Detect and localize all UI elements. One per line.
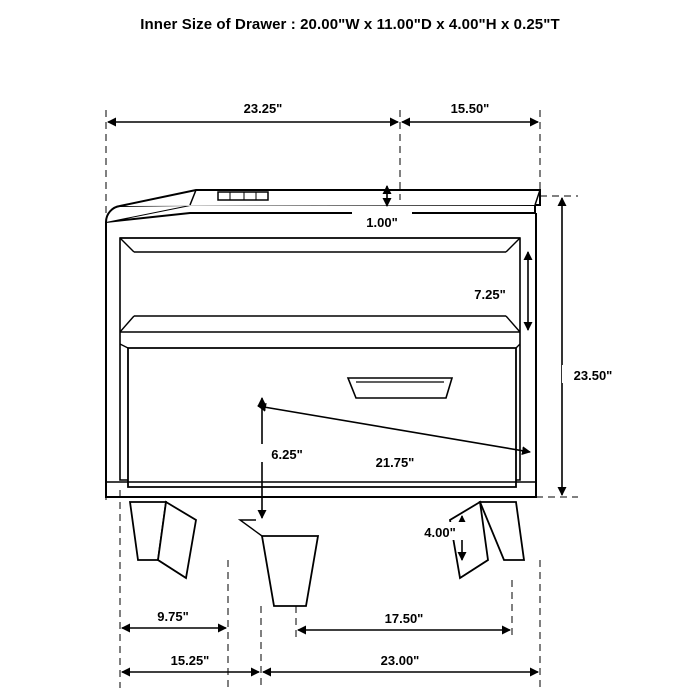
dimension-label: 15.50"	[450, 101, 490, 116]
dimension-label: 21.75"	[375, 455, 415, 470]
dimension-label: 9.75"	[157, 609, 189, 624]
dimension-base-depth	[122, 650, 259, 672]
dimension-base-width	[263, 650, 538, 672]
dimension-overall-height	[562, 198, 624, 495]
dimension-top-front-width	[108, 98, 398, 122]
dimension-label: 7.25"	[474, 287, 506, 302]
page-title: Inner Size of Drawer : 20.00"W x 11.00"D x 4.00"H x 0.25"T	[140, 16, 560, 33]
dimension-label: 1.00"	[366, 215, 398, 230]
dimension-leg-side-offset	[122, 606, 226, 628]
dimension-label: 17.50"	[384, 611, 424, 626]
dimension-label: 23.50"	[573, 368, 613, 383]
dimension-label: 23.00"	[380, 653, 420, 668]
dimension-leg-span-front	[298, 608, 510, 630]
dimension-label: 4.00"	[424, 525, 456, 540]
dimension-label: 23.25"	[243, 101, 283, 116]
nightstand-illustration	[106, 190, 540, 606]
dimension-top-side-depth	[402, 98, 538, 122]
dimension-label: 15.25"	[170, 653, 210, 668]
dimension-label: 6.25"	[271, 447, 303, 462]
